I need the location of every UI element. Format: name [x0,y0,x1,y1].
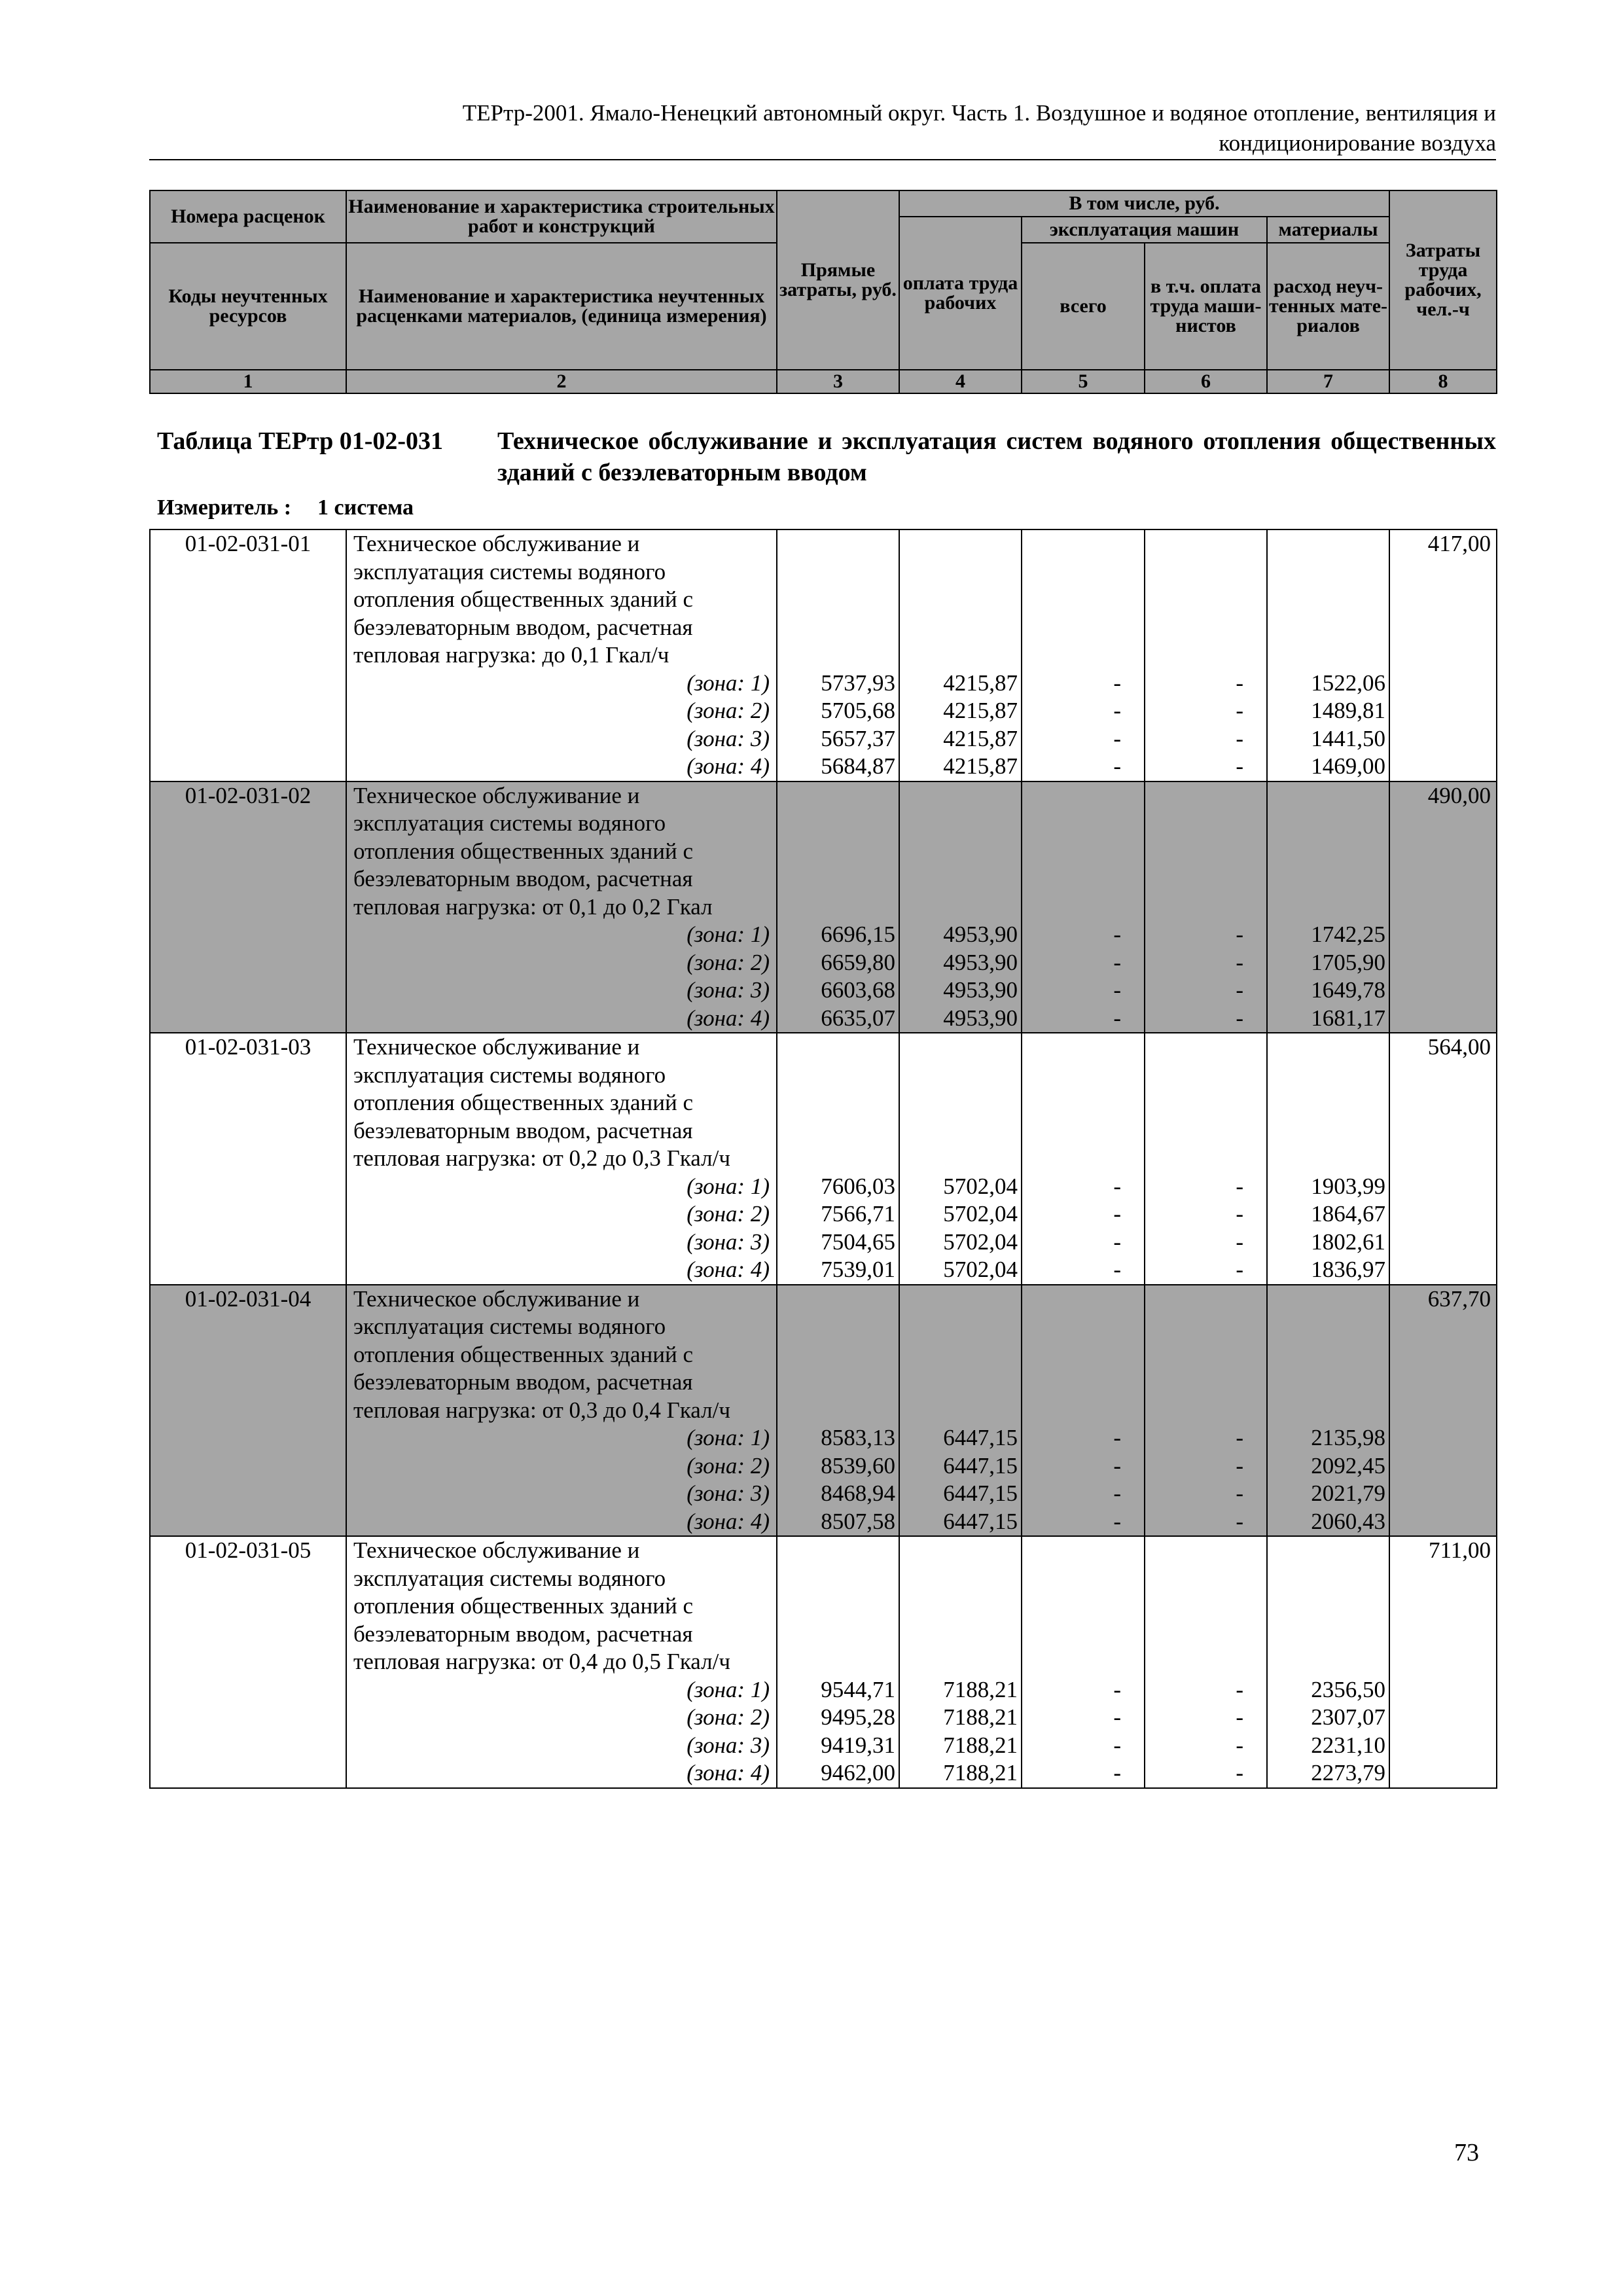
spacer [1026,782,1141,922]
labor-cost-value: 711,00 [1389,1536,1497,1788]
machines-total-value: - [1113,1173,1121,1199]
machines-total-value: - [1113,1480,1121,1506]
operators-pay-value: - [1236,1425,1243,1450]
materials-value-column [1267,1285,1389,1537]
direct-cost-value: 8539,60 [821,1452,895,1479]
zone-label: (зона: 2) [687,1201,770,1227]
direct-cost-value: 6659,80 [821,949,895,975]
rate-name: Техническое обслуживание и эксплуатация системы водяного отопления общественных зданий с безэлеваторным вводом, расчетная тепловая нагрузка: от 0,4 до 0,5 Гкал/ч [353,1537,730,1674]
direct-cost-value: 7606,03 [821,1173,895,1199]
direct-cost-value-column [777,529,899,781]
workers-pay-value-column [899,1033,1022,1285]
spacer [781,782,895,922]
operators-pay-value: - [1236,725,1243,751]
labor-cost-value: 417,00 [1389,529,1497,781]
operators-pay-value-column [1145,1285,1267,1537]
operators-pay-value: - [1236,1508,1243,1534]
materials-value: 1742,25 [1311,922,1385,947]
materials-value: 1681,17 [1311,1005,1385,1031]
workers-pay-value: 4953,90 [943,922,1018,947]
page-number: 73 [1454,2139,1479,2166]
col-unaccounted-materials: расход неуч-тенных мате-риалов [1267,243,1389,370]
spacer [1026,530,1141,670]
workers-pay-value-column [899,1536,1022,1788]
operators-pay-value: - [1236,698,1243,723]
operators-pay-value: - [1236,1480,1243,1506]
machines-total-value: - [1113,670,1121,696]
operators-pay-value: - [1236,977,1243,1003]
direct-cost-value: 8468,94 [821,1480,895,1506]
workers-pay-value: 4953,90 [943,949,1018,975]
zone-label: (зона: 2) [687,698,770,723]
col-machine-operation: эксплуатация машин [1022,217,1267,243]
operators-pay-value: - [1236,922,1243,947]
col-including: В том числе, руб. [899,190,1389,217]
col-number: 1 [150,370,346,393]
materials-value-column [1267,1033,1389,1285]
spacer [1026,1537,1141,1676]
col-unaccounted-codes: Коды неучтенных ресурсов [150,243,346,370]
direct-cost-value: 9495,28 [821,1704,895,1730]
spacer [1026,1285,1141,1425]
measure-label: Измеритель : [157,495,292,520]
table-row [150,1285,1497,1537]
spacer [903,1537,1018,1676]
direct-cost-value: 7539,01 [821,1257,895,1282]
rate-code: 01-02-031-03 [150,1033,346,1285]
rate-code: 01-02-031-05 [150,1536,346,1788]
measure-unit [157,494,414,522]
machines-total-value: - [1113,1005,1121,1031]
spacer [1149,530,1263,670]
machines-total-value: - [1113,1508,1121,1534]
operators-pay-value-column [1145,781,1267,1033]
materials-value-column [1267,529,1389,781]
materials-value: 2231,10 [1311,1732,1385,1758]
operators-pay-value: - [1236,1173,1243,1199]
direct-cost-value: 6603,68 [821,977,895,1003]
machines-total-value: - [1113,1257,1121,1282]
zone-label: (зона: 3) [687,1229,770,1255]
zone-label: (зона: 1) [687,922,770,947]
operators-pay-value: - [1236,1704,1243,1730]
materials-value: 1864,67 [1311,1201,1385,1227]
operators-pay-value: - [1236,670,1243,696]
zone-label: (зона: 3) [687,1480,770,1506]
materials-value: 2307,07 [1311,1704,1385,1730]
materials-value: 1489,81 [1311,698,1385,723]
labor-cost-value: 490,00 [1389,781,1497,1033]
machines-total-value: - [1113,1760,1121,1785]
workers-pay-value-column [899,1285,1022,1537]
col-number: 2 [346,370,777,393]
rate-description [346,529,777,781]
rate-code: 01-02-031-02 [150,781,346,1033]
table-row [150,529,1497,781]
spacer [1149,1285,1263,1425]
direct-cost-value: 8507,58 [821,1508,895,1534]
spacer [781,530,895,670]
operators-pay-value-column [1145,529,1267,781]
operators-pay-value: - [1236,1229,1243,1255]
machines-total-value: - [1113,1425,1121,1450]
direct-cost-value: 5684,87 [821,753,895,779]
col-workers-pay: оплата труда рабочих [899,217,1022,370]
zone-label: (зона: 4) [687,1257,770,1282]
workers-pay-value: 7188,21 [943,1732,1018,1758]
machines-total-value: - [1113,698,1121,723]
header-rule [149,159,1496,160]
direct-cost-value: 5705,68 [821,698,895,723]
running-header [149,98,1496,158]
column-header-table [149,190,1497,394]
machines-total-value: - [1113,977,1121,1003]
col-operators-pay: в т.ч. оплата труда маши-нистов [1145,243,1267,370]
col-number: 4 [899,370,1022,393]
materials-value: 1705,90 [1311,949,1385,975]
rate-code: 01-02-031-04 [150,1285,346,1537]
workers-pay-value: 4215,87 [943,725,1018,751]
workers-pay-value: 4953,90 [943,1005,1018,1031]
direct-cost-value: 6696,15 [821,922,895,947]
direct-cost-value: 7566,71 [821,1201,895,1227]
rate-name: Техническое обслуживание и эксплуатация системы водяного отопления общественных зданий с безэлеваторным вводом, расчетная тепловая нагрузка: от 0,3 до 0,4 Гкал/ч [353,1285,730,1423]
operators-pay-value-column [1145,1536,1267,1788]
workers-pay-value: 6447,15 [943,1508,1018,1534]
spacer [781,1033,895,1173]
col-number: 3 [777,370,899,393]
spacer [903,782,1018,922]
materials-value: 1469,00 [1311,753,1385,779]
spacer [781,1537,895,1676]
materials-value: 1802,61 [1311,1229,1385,1255]
machines-total-value: - [1113,1704,1121,1730]
direct-cost-value: 9544,71 [821,1676,895,1702]
rate-name: Техническое обслуживание и эксплуатация системы водяного отопления общественных зданий с безэлеваторным вводом, расчетная тепловая нагрузка: от 0,1 до 0,2 Гкал [353,782,713,920]
materials-value: 1441,50 [1311,725,1385,751]
spacer [1026,1033,1141,1173]
zone-label: (зона: 2) [687,949,770,975]
direct-cost-value-column [777,1033,899,1285]
workers-pay-value-column [899,529,1022,781]
workers-pay-value: 6447,15 [943,1452,1018,1479]
spacer [1271,782,1385,922]
materials-value: 1836,97 [1311,1257,1385,1282]
machines-total-value: - [1113,1201,1121,1227]
zone-label: (зона: 3) [687,1732,770,1758]
col-number: 8 [1389,370,1497,393]
operators-pay-value: - [1236,1005,1243,1031]
operators-pay-value: - [1236,1760,1243,1785]
materials-value: 2356,50 [1311,1676,1385,1702]
workers-pay-value: 4215,87 [943,753,1018,779]
col-labor-costs: Затраты труда рабочих, чел.-ч [1389,190,1497,370]
machines-total-value: - [1113,1229,1121,1255]
machines-total-value: - [1113,949,1121,975]
spacer [1149,1033,1263,1173]
table-row [150,1033,1497,1285]
direct-cost-value: 8583,13 [821,1425,895,1450]
operators-pay-value: - [1236,1452,1243,1479]
zone-label: (зона: 1) [687,1425,770,1450]
rate-code: 01-02-031-01 [150,529,346,781]
materials-value: 2021,79 [1311,1480,1385,1506]
running-header-line-1: ТЕРтр-2001. Ямало-Ненецкий автономный округ. Часть 1. Воздушное и водяное отопление, вентиляция и [462,100,1496,126]
labor-cost-value: 637,70 [1389,1285,1497,1537]
workers-pay-value: 5702,04 [943,1201,1018,1227]
materials-value: 1522,06 [1311,670,1385,696]
machines-total-value-column [1022,1536,1145,1788]
direct-cost-value-column [777,1536,899,1788]
operators-pay-value: - [1236,1676,1243,1702]
rates-table [149,529,1497,1789]
workers-pay-value: 4953,90 [943,977,1018,1003]
machines-total-value: - [1113,1676,1121,1702]
direct-cost-value-column [777,781,899,1033]
workers-pay-value: 4215,87 [943,698,1018,723]
operators-pay-value: - [1236,949,1243,975]
col-materials: материалы [1267,217,1389,243]
workers-pay-value: 6447,15 [943,1480,1018,1506]
col-rates-numbers: Номера расценок [150,190,346,243]
operators-pay-value: - [1236,1257,1243,1282]
table-row [150,1536,1497,1788]
direct-cost-value-column [777,1285,899,1537]
workers-pay-value: 5702,04 [943,1173,1018,1199]
machines-total-value: - [1113,1452,1121,1479]
rate-description [346,1536,777,1788]
col-machines-total: всего [1022,243,1145,370]
zone-label: (зона: 3) [687,725,770,751]
zone-label: (зона: 2) [687,1452,770,1479]
col-unaccounted-name: Наименование и характеристика неучтенных расценками материалов, (единица измерения) [346,243,777,370]
labor-cost-value: 564,00 [1389,1033,1497,1285]
direct-cost-value: 9462,00 [821,1760,895,1785]
workers-pay-value: 5702,04 [943,1229,1018,1255]
col-work-name: Наименование и характеристика строительных работ и конструкций [346,190,777,243]
workers-pay-value: 7188,21 [943,1676,1018,1702]
workers-pay-value: 5702,04 [943,1257,1018,1282]
zone-label: (зона: 2) [687,1704,770,1730]
rate-description [346,1285,777,1537]
rate-description [346,781,777,1033]
spacer [1271,1537,1385,1676]
zone-label: (зона: 4) [687,1005,770,1031]
machines-total-value: - [1113,922,1121,947]
spacer [1271,530,1385,670]
materials-value: 2135,98 [1311,1425,1385,1450]
running-header-line-2: кондиционирование воздуха [1219,130,1496,156]
workers-pay-value: 7188,21 [943,1760,1018,1785]
col-number: 6 [1145,370,1267,393]
materials-value: 1903,99 [1311,1173,1385,1199]
zone-label: (зона: 4) [687,1760,770,1785]
machines-total-value-column [1022,529,1145,781]
workers-pay-value: 6447,15 [943,1425,1018,1450]
col-number: 5 [1022,370,1145,393]
materials-value: 2092,45 [1311,1452,1385,1479]
machines-total-value-column [1022,1285,1145,1537]
workers-pay-value: 4215,87 [943,670,1018,696]
materials-value: 2273,79 [1311,1760,1385,1785]
operators-pay-value: - [1236,753,1243,779]
spacer [1271,1285,1385,1425]
machines-total-value: - [1113,1732,1121,1758]
spacer [903,530,1018,670]
direct-cost-value: 6635,07 [821,1005,895,1031]
materials-value: 1649,78 [1311,977,1385,1003]
machines-total-value-column [1022,1033,1145,1285]
table-code: Таблица ТЕРтр 01-02-031 [157,427,444,455]
col-direct-costs: Прямые затраты, руб. [777,190,899,370]
materials-value-column [1267,1536,1389,1788]
direct-cost-value: 5737,93 [821,670,895,696]
zone-label: (зона: 4) [687,1508,770,1534]
operators-pay-value-column [1145,1033,1267,1285]
spacer [903,1285,1018,1425]
materials-value-column [1267,781,1389,1033]
zone-label: (зона: 1) [687,1173,770,1199]
workers-pay-value: 7188,21 [943,1704,1018,1730]
spacer [1149,1537,1263,1676]
col-number: 7 [1267,370,1389,393]
rate-description [346,1033,777,1285]
spacer [781,1285,895,1425]
spacer [1271,1033,1385,1173]
materials-value: 2060,43 [1311,1508,1385,1534]
machines-total-value: - [1113,725,1121,751]
table-row [150,781,1497,1033]
spacer [1149,782,1263,922]
machines-total-value-column [1022,781,1145,1033]
operators-pay-value: - [1236,1732,1243,1758]
zone-label: (зона: 1) [687,670,770,696]
measure-value: 1 система [317,495,414,520]
table-title [157,425,1496,488]
spacer [903,1033,1018,1173]
table-name: Техническое обслуживание и эксплуатация систем водяного отопления общественных зданий с безэлеваторным вводом [497,427,1496,486]
direct-cost-value: 5657,37 [821,725,895,751]
operators-pay-value: - [1236,1201,1243,1227]
workers-pay-value-column [899,781,1022,1033]
zone-label: (зона: 3) [687,977,770,1003]
machines-total-value: - [1113,753,1121,779]
rate-name: Техническое обслуживание и эксплуатация системы водяного отопления общественных зданий с безэлеваторным вводом, расчетная тепловая нагрузка: до 0,1 Гкал/ч [353,531,694,668]
direct-cost-value: 7504,65 [821,1229,895,1255]
rate-name: Техническое обслуживание и эксплуатация системы водяного отопления общественных зданий с безэлеваторным вводом, расчетная тепловая нагрузка: от 0,2 до 0,3 Гкал/ч [353,1034,730,1171]
direct-cost-value: 9419,31 [821,1732,895,1758]
zone-label: (зона: 1) [687,1676,770,1702]
zone-label: (зона: 4) [687,753,770,779]
